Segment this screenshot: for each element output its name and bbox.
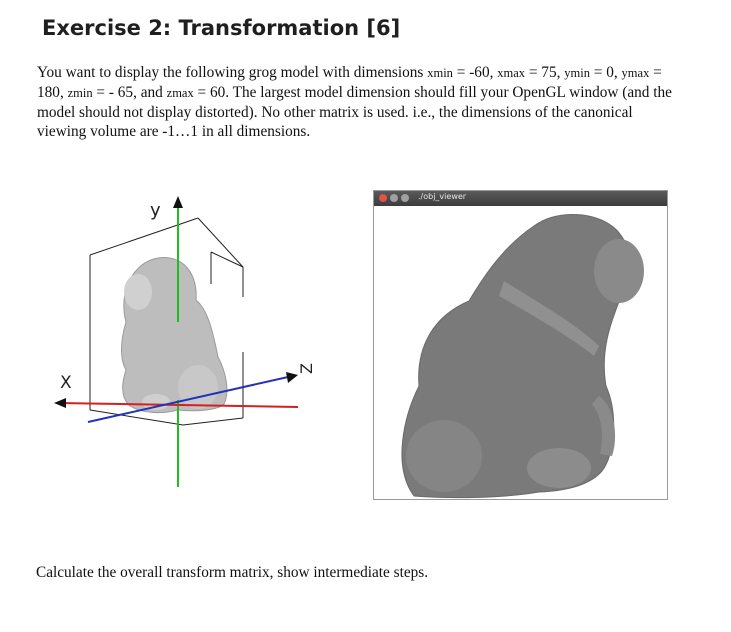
zmin-value: = - 65, and <box>92 84 167 101</box>
model-axes-figure <box>48 192 316 492</box>
window-title: ./obj_viewer <box>418 192 467 201</box>
paragraph-line-1 <box>37 63 709 83</box>
axes-diagram <box>48 192 316 492</box>
model-paw <box>527 448 591 488</box>
window-titlebar <box>374 191 667 206</box>
ymax-label: ymax <box>621 66 650 80</box>
close-button-icon[interactable] <box>379 194 387 202</box>
model-hip <box>406 420 482 492</box>
xmin-label: xmin <box>427 66 453 80</box>
paragraph-line-3: model should not display distorted). No other matrix is used. i.e., the dimensions of the canonical <box>37 104 633 121</box>
minimize-button-icon[interactable] <box>390 194 398 202</box>
ymin-label: ymin <box>564 66 590 80</box>
problem-paragraph <box>37 63 709 141</box>
viewer-canvas <box>374 206 667 499</box>
zmax-value: = 60. The largest model dimension should fill your OpenGL window (and the <box>193 84 672 101</box>
paragraph-line-4: viewing volume are -1…1 in all dimensions. <box>37 123 311 140</box>
model-face <box>124 274 152 310</box>
grog-model-right <box>402 214 644 497</box>
y-arrowhead <box>173 196 183 208</box>
zmin-label: zmin <box>67 86 93 100</box>
x-arrowhead <box>54 398 66 408</box>
z-axis-label: Z <box>297 363 316 374</box>
xmax-label: xmax <box>497 66 526 80</box>
exercise-heading: Exercise 2: Transformation [6] <box>42 16 401 40</box>
xmin-value: = -60, <box>452 64 498 81</box>
text-segment: 180, <box>37 84 68 101</box>
text-segment: You want to display the following grog model with dimensions <box>37 64 428 81</box>
model-snout <box>594 239 644 303</box>
task-instruction: Calculate the overall transform matrix, show intermediate steps. <box>36 564 429 581</box>
maximize-button-icon[interactable] <box>401 194 409 202</box>
model-hip <box>178 365 218 409</box>
obj-viewer-window <box>373 190 668 500</box>
zmax-label: zmax <box>166 86 194 100</box>
xmax-value: = 75, <box>525 64 565 81</box>
x-axis-label: X <box>60 373 72 393</box>
y-axis-label: y <box>150 200 161 221</box>
paragraph-line-2 <box>37 83 709 103</box>
ymin-value: = 0, <box>589 64 622 81</box>
ymax-value: = <box>649 64 662 81</box>
